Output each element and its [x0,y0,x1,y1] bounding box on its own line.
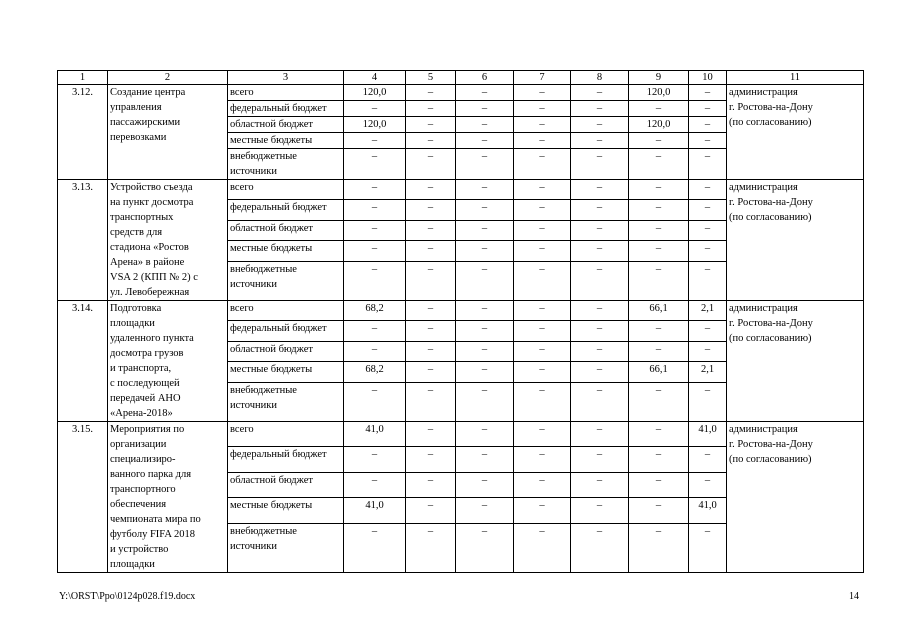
table-row [58,422,864,447]
description-line: пассажирскими [110,117,181,128]
funding-value: – [406,362,456,382]
funding-value: – [456,101,514,117]
executor-line: г. Ростова-на-Дону [729,197,813,208]
description-line: стадиона «Ростов [110,242,189,253]
footer-file-path: Y:\ORST\Ppo\0124p028.f19.docx [59,591,196,602]
funding-value: – [344,101,406,117]
executor-line: (по согласованию) [729,212,812,223]
funding-value: – [514,447,571,472]
funding-source: всего [228,180,344,200]
funding-value: – [629,321,689,341]
executor-line: (по согласованию) [729,454,812,465]
funding-value: – [689,472,727,497]
funding-value: – [406,447,456,472]
funding-source: федеральный бюджет [228,447,344,472]
column-header: 1 [58,71,108,85]
executor [727,422,864,573]
funding-value: 41,0 [689,422,727,447]
executor [727,85,864,180]
funding-value: 120,0 [344,117,406,133]
funding-value: – [406,101,456,117]
funding-value: – [689,382,727,422]
funding-value: – [689,200,727,220]
description-line: Арена» в районе [110,257,185,268]
description-line: обеспечения [110,499,167,510]
funding-value: – [514,85,571,101]
funding-value: 2,1 [689,301,727,321]
funding-value: – [514,321,571,341]
funding-value: – [514,472,571,497]
funding-value: – [406,85,456,101]
funding-value: – [689,220,727,240]
table-row [58,180,864,200]
item-number: 3.15. [58,422,108,573]
funding-value: – [406,472,456,497]
funding-value: – [456,321,514,341]
funding-value: – [571,200,629,220]
description-line: Мероприятия по [110,424,185,435]
funding-value: 66,1 [629,362,689,382]
funding-value: – [571,362,629,382]
funding-value: – [456,523,514,572]
executor-line: (по согласованию) [729,333,812,344]
description-line: и устройство [110,544,169,555]
funding-value: 41,0 [344,498,406,523]
program-table [57,70,864,573]
executor-line: (по согласованию) [729,117,812,128]
funding-value: – [571,180,629,200]
item-description [108,180,228,301]
funding-value: – [571,523,629,572]
funding-value: – [514,117,571,133]
funding-value: – [629,220,689,240]
funding-value: – [571,261,629,301]
funding-value: – [344,447,406,472]
description-line: ванного парка для [110,469,192,480]
description-line: Устройство съезда [110,182,193,193]
description-line: удаленного пункта [110,333,194,344]
table-body [58,71,864,573]
description-line: специализиро- [110,454,176,465]
column-header: 8 [571,71,629,85]
item-number: 3.14. [58,301,108,422]
funding-value: – [514,382,571,422]
funding-value: – [456,85,514,101]
funding-value: – [514,362,571,382]
funding-value: – [689,321,727,341]
item-number: 3.13. [58,180,108,301]
funding-value: – [514,341,571,361]
table-row [58,85,864,101]
funding-value: – [629,447,689,472]
description-line: управления [110,102,162,113]
funding-value: 66,1 [629,301,689,321]
funding-source: местные бюджеты [228,362,344,382]
table-row [58,301,864,321]
funding-value: – [629,261,689,301]
funding-source: местные бюджеты [228,133,344,149]
funding-value: – [629,241,689,261]
funding-value: – [514,149,571,180]
funding-value: – [456,220,514,240]
funding-value: – [406,301,456,321]
funding-value: – [629,498,689,523]
funding-value: – [344,220,406,240]
description-line: досмотра грузов [110,348,184,359]
funding-source: федеральный бюджет [228,200,344,220]
item-number: 3.12. [58,85,108,180]
funding-value: – [514,498,571,523]
funding-value: – [514,301,571,321]
column-header: 10 [689,71,727,85]
funding-source: всего [228,422,344,447]
funding-value: – [571,447,629,472]
funding-value: – [456,180,514,200]
funding-value: – [571,133,629,149]
column-header: 7 [514,71,571,85]
funding-source: местные бюджеты [228,241,344,261]
item-description [108,301,228,422]
funding-value: – [689,85,727,101]
funding-value: 41,0 [689,498,727,523]
description-line: с последующей [110,378,180,389]
funding-value: – [344,382,406,422]
funding-source: областной бюджет [228,341,344,361]
funding-source: внебюджетные источники [228,523,344,572]
funding-source: всего [228,85,344,101]
funding-value: – [689,241,727,261]
funding-value: – [629,422,689,447]
funding-value: – [344,149,406,180]
column-header: 5 [406,71,456,85]
funding-value: – [514,200,571,220]
description-line: чемпионата мира по [110,514,201,525]
description-line: транспортных [110,212,174,223]
funding-value: 2,1 [689,362,727,382]
funding-value: 120,0 [629,85,689,101]
header-row [58,71,864,85]
description-line: ул. Левобережная [110,287,190,298]
funding-value: – [689,133,727,149]
column-header: 3 [228,71,344,85]
funding-value: – [406,200,456,220]
funding-value: – [344,200,406,220]
funding-source: федеральный бюджет [228,101,344,117]
funding-value: – [689,341,727,361]
item-description [108,422,228,573]
funding-value: – [456,341,514,361]
funding-value: – [571,241,629,261]
funding-value: – [456,447,514,472]
funding-value: – [406,180,456,200]
funding-value: – [456,301,514,321]
funding-value: – [571,382,629,422]
funding-value: – [406,498,456,523]
funding-value: – [514,101,571,117]
funding-source: областной бюджет [228,472,344,497]
funding-value: – [571,321,629,341]
column-header: 6 [456,71,514,85]
funding-value: – [629,472,689,497]
funding-value: – [571,341,629,361]
funding-source: внебюджетные источники [228,382,344,422]
funding-value: – [514,220,571,240]
funding-value: – [571,498,629,523]
funding-source: федеральный бюджет [228,321,344,341]
funding-value: – [514,180,571,200]
description-line: средств для [110,227,163,238]
funding-value: – [406,117,456,133]
funding-value: 68,2 [344,362,406,382]
executor-line: администрация [729,182,798,193]
funding-source: местные бюджеты [228,498,344,523]
description-line: Подготовка [110,303,162,314]
executor-line: г. Ростова-на-Дону [729,318,813,329]
funding-value: – [456,472,514,497]
description-line: и транспорта, [110,363,172,374]
funding-value: – [344,180,406,200]
funding-value: – [629,101,689,117]
funding-value: – [344,341,406,361]
description-line: площадки [110,559,155,570]
funding-value: – [571,422,629,447]
funding-value: – [456,261,514,301]
funding-source: всего [228,301,344,321]
funding-value: – [406,241,456,261]
funding-value: – [456,498,514,523]
funding-value: – [629,133,689,149]
description-line: Создание центра [110,87,186,98]
funding-value: – [571,101,629,117]
funding-value: – [344,523,406,572]
funding-value: – [571,149,629,180]
funding-value: – [406,382,456,422]
funding-value: – [571,220,629,240]
funding-value: – [689,149,727,180]
funding-value: – [406,133,456,149]
funding-source: областной бюджет [228,220,344,240]
column-header: 9 [629,71,689,85]
description-line: футболу FIFA 2018 [110,529,195,540]
funding-value: – [456,241,514,261]
funding-value: – [514,523,571,572]
funding-value: – [514,422,571,447]
funding-value: – [456,382,514,422]
funding-value: – [344,241,406,261]
funding-value: – [456,149,514,180]
funding-value: – [456,200,514,220]
executor-line: г. Ростова-на-Дону [729,102,813,113]
funding-value: – [344,261,406,301]
funding-value: 120,0 [629,117,689,133]
funding-source: внебюджетные источники [228,261,344,301]
funding-value: – [629,523,689,572]
funding-value: – [571,117,629,133]
funding-value: – [456,362,514,382]
item-description [108,85,228,180]
funding-value: – [514,261,571,301]
funding-value: – [344,133,406,149]
description-line: площадки [110,318,155,329]
executor-line: администрация [729,87,798,98]
description-line: VSA 2 (КПП № 2) с [110,272,198,283]
funding-value: – [689,261,727,301]
funding-value: – [406,341,456,361]
funding-value: – [514,133,571,149]
description-line: «Арена-2018» [110,408,173,419]
column-header: 11 [727,71,864,85]
executor [727,180,864,301]
funding-value: – [344,472,406,497]
funding-value: – [629,180,689,200]
funding-value: – [629,200,689,220]
executor-line: г. Ростова-на-Дону [729,439,813,450]
column-header: 2 [108,71,228,85]
funding-value: – [629,341,689,361]
funding-value: – [689,101,727,117]
funding-source: внебюджетные источники [228,149,344,180]
funding-value: – [406,321,456,341]
description-line: перевозками [110,132,167,143]
page-number: 14 [849,591,859,602]
funding-value: – [406,261,456,301]
funding-value: – [406,422,456,447]
executor-line: администрация [729,424,798,435]
funding-value: – [406,149,456,180]
description-line: транспортного [110,484,176,495]
funding-value: – [514,241,571,261]
funding-value: – [344,321,406,341]
description-line: передачей АНО [110,393,181,404]
funding-value: – [406,220,456,240]
funding-value: – [571,85,629,101]
funding-value: – [689,117,727,133]
funding-value: 68,2 [344,301,406,321]
column-header: 4 [344,71,406,85]
funding-value: – [629,149,689,180]
funding-value: – [629,382,689,422]
description-line: на пункт досмотра [110,197,194,208]
funding-value: – [689,447,727,472]
funding-value: – [689,523,727,572]
funding-value: – [689,180,727,200]
funding-value: 120,0 [344,85,406,101]
funding-value: – [406,523,456,572]
executor-line: администрация [729,303,798,314]
executor [727,301,864,422]
funding-value: – [571,472,629,497]
funding-value: 41,0 [344,422,406,447]
funding-value: – [456,422,514,447]
funding-value: – [571,301,629,321]
funding-source: областной бюджет [228,117,344,133]
description-line: организации [110,439,167,450]
funding-value: – [456,133,514,149]
funding-value: – [456,117,514,133]
